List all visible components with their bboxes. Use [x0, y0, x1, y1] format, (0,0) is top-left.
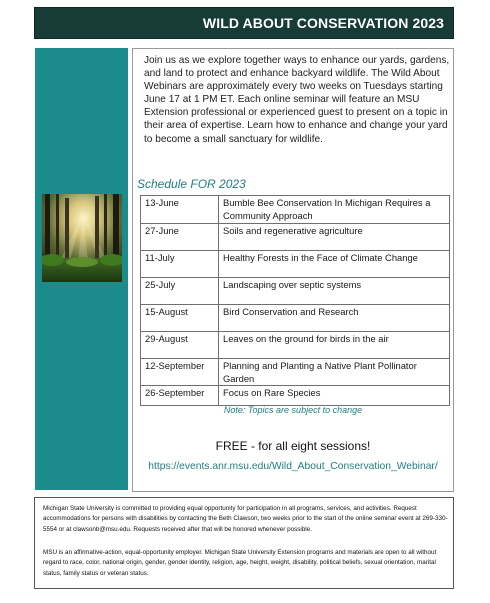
accommodations-statement: Michigan State University is committed to providing equal opportunity for participation in all programs, services, and activities. Request accommodations for persons with disabilities by contacting the Beth Clawson, two weeks prior to the start of the online seminar event at 269-330-5554 or at clawsonb@msu.edu. Requests received after that will be honored whenever possible.	[43, 505, 448, 533]
table-row	[141, 196, 450, 224]
intro-paragraph: Join us as we explore together ways to enhance our yards, gardens, and land to protect and enhance backyard wildlife. The Wild About Webinars are approximately every two weeks on Tuesdays starting June 17 at 1 PM ET. Each online seminar will feature an MSU Extension professional or experienced guest to present on a topic in their area of expertise. Learn how to enhance and change your yard to become a small sanctuary for wildlife.	[144, 55, 450, 145]
table-row	[141, 224, 450, 251]
table-row	[141, 386, 450, 406]
title-banner	[34, 7, 454, 39]
equal-opportunity-statement: MSU is an affirmative-action, equal-opportunity employer. Michigan State University Extension programs and materials are open to all without regard to race, color, national origin, gender, gender identity, religion, age, height, weight, disability, political beliefs, sexual orientation, marital status, family status or veteran status.	[43, 549, 437, 577]
schedule-heading: Schedule FOR 2023	[137, 177, 246, 191]
table-row	[141, 278, 450, 305]
schedule-topic: Planning and Planting a Native Plant Pollinator Garden	[219, 359, 450, 386]
schedule-topic: Soils and regenerative agriculture	[219, 224, 450, 251]
schedule-date: 11-July	[141, 251, 219, 278]
topics-note: Note: Topics are subject to change	[223, 405, 363, 415]
footer-disclaimer	[34, 497, 454, 589]
registration-link[interactable]: https://events.anr.msu.edu/Wild_About_Conservation_Webinar/	[148, 461, 438, 472]
schedule-topic: Bumble Bee Conservation In Michigan Requires a Community Approach	[219, 196, 450, 224]
free-sessions-line: FREE - for all eight sessions!	[215, 439, 371, 453]
schedule-date: 27-June	[141, 224, 219, 251]
schedule-date: 29-August	[141, 332, 219, 359]
schedule-topic: Healthy Forests in the Face of Climate Change	[219, 251, 450, 278]
table-row	[141, 359, 450, 386]
schedule-date: 25-July	[141, 278, 219, 305]
table-row	[141, 251, 450, 278]
schedule-date: 12-September	[141, 359, 219, 386]
banner-title: WILD ABOUT CONSERVATION 2023	[202, 15, 444, 31]
schedule-date: 13-June	[141, 196, 219, 224]
schedule-topic: Leaves on the ground for birds in the air	[219, 332, 450, 359]
table-row	[141, 332, 450, 359]
content-box	[132, 48, 454, 492]
forest-sunlight-photo	[42, 194, 122, 282]
table-row	[141, 305, 450, 332]
schedule-table	[140, 195, 450, 406]
schedule-date: 15-August	[141, 305, 219, 332]
schedule-topic: Bird Conservation and Research	[219, 305, 450, 332]
schedule-topic: Focus on Rare Species	[219, 386, 450, 406]
schedule-date: 26-September	[141, 386, 219, 406]
schedule-topic: Landscaping over septic systems	[219, 278, 450, 305]
